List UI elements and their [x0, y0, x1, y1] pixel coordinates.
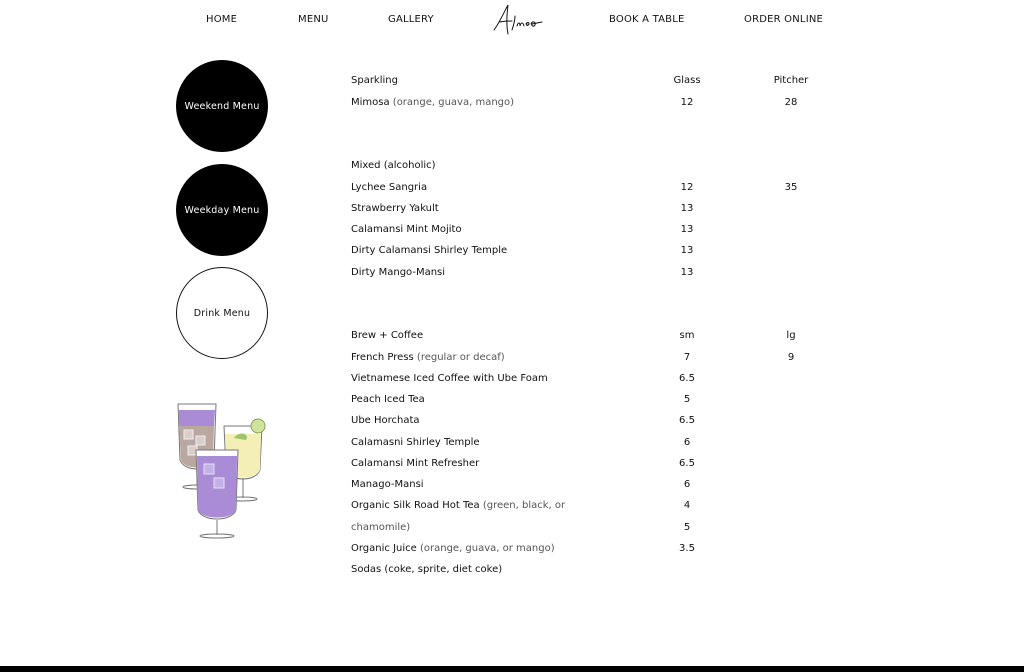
menu-item-row — [351, 352, 831, 368]
menu-item-name — [351, 352, 505, 363]
menu-item-row — [351, 479, 831, 495]
menu-item-row — [351, 224, 831, 240]
item-name: Vietnamese Iced Coffee with Ube Foam — [351, 373, 548, 384]
item-name: Strawberry Yakult — [351, 203, 439, 214]
menu-item-row — [351, 564, 831, 580]
item-name: Mimosa — [351, 97, 390, 108]
weekday-menu-label: Weekday Menu — [184, 204, 260, 216]
item-price-small: 4 — [683, 500, 691, 511]
item-desc: (regular or decaf) — [413, 352, 505, 363]
item-name: Peach Iced Tea — [351, 394, 425, 405]
item-price-glass: 13 — [680, 203, 694, 214]
column-header-large: lg — [786, 330, 796, 341]
item-price-pitcher: 28 — [784, 97, 798, 108]
item-price-glass: 13 — [680, 245, 694, 256]
item-price-small: 5 — [683, 394, 691, 405]
item-name: Sodas (coke, sprite, diet coke) — [351, 564, 503, 575]
item-price-small: 6.5 — [679, 373, 695, 384]
section-header-coffee — [351, 330, 831, 346]
item-price-small: 3.5 — [679, 543, 695, 554]
item-name: Organic Silk Road Hot Tea — [351, 500, 480, 511]
item-price-pitcher: 35 — [784, 182, 798, 193]
item-name: Dirty Calamansi Shirley Temple — [351, 245, 508, 256]
menu-item-row — [351, 458, 831, 474]
menu-item-name — [351, 522, 410, 533]
menu-item-row — [351, 373, 831, 389]
menu-item-row — [351, 203, 831, 219]
menu-item-name — [351, 97, 514, 108]
item-desc: (orange, guava, or mango) — [416, 543, 555, 554]
item-desc: (orange, guava, mango) — [389, 97, 515, 108]
weekend-menu-button[interactable] — [176, 60, 268, 152]
footer-bar — [0, 666, 1024, 672]
menu-item-row — [351, 522, 831, 538]
weekday-menu-button[interactable] — [176, 164, 268, 256]
section-title: Sparkling — [351, 75, 398, 86]
drink-menu-button[interactable] — [176, 267, 268, 359]
section-title: Mixed (alcoholic) — [351, 160, 436, 171]
item-name: Ube Horchata — [351, 415, 420, 426]
nav-book-table-link[interactable]: BOOK A TABLE — [609, 14, 685, 25]
item-price-small: 5 — [683, 522, 691, 533]
item-name: Organic Juice — [351, 543, 417, 554]
menu-item-row — [351, 543, 831, 559]
item-price-glass: 13 — [680, 224, 694, 235]
menu-item-row — [351, 394, 831, 410]
nav-home-link[interactable]: HOME — [206, 14, 238, 25]
item-name: Calamasni Shirley Temple — [351, 437, 480, 448]
column-header-glass: Glass — [673, 75, 701, 86]
item-desc: (green, black, or — [479, 500, 566, 511]
weekend-menu-label: Weekend Menu — [184, 100, 260, 112]
menu-item-name — [351, 543, 555, 554]
item-price-small: 6 — [683, 479, 691, 490]
menu-item-row — [351, 437, 831, 453]
nav-gallery-link[interactable]: GALLERY — [388, 14, 434, 25]
nav-menu-link[interactable]: MENU — [298, 14, 329, 25]
menu-item-name — [351, 500, 565, 511]
section-title: Brew + Coffee — [351, 330, 424, 341]
column-header-small: sm — [679, 330, 695, 341]
menu-item-row — [351, 500, 831, 516]
item-price-small: 6 — [683, 437, 691, 448]
item-price-large: 9 — [787, 352, 795, 363]
item-price-glass: 12 — [680, 182, 694, 193]
top-navigation — [0, 0, 1024, 42]
item-name: French Press — [351, 352, 414, 363]
column-header-pitcher: Pitcher — [773, 75, 809, 86]
menu-item-row — [351, 182, 831, 198]
menu-item-row — [351, 415, 831, 431]
item-price-glass: 12 — [680, 97, 694, 108]
item-price-small: 6.5 — [679, 458, 695, 469]
item-name: Calamansi Mint Mojito — [351, 224, 462, 235]
drink-menu-label: Drink Menu — [193, 307, 251, 319]
menu-item-row — [351, 245, 831, 261]
item-name: Dirty Mango-Mansi — [351, 267, 446, 278]
item-price-glass: 13 — [680, 267, 694, 278]
drinks-illustration-icon — [170, 400, 270, 540]
item-name: Manago-Mansi — [351, 479, 424, 490]
logo-signature[interactable] — [490, 2, 546, 38]
item-name: Calamansi Mint Refresher — [351, 458, 480, 469]
item-price-small: 7 — [683, 352, 691, 363]
section-header-sparkling — [351, 75, 831, 91]
section-header-mixed — [351, 160, 831, 176]
item-desc: chamomile) — [351, 522, 411, 533]
menu-item-row — [351, 97, 831, 113]
item-price-small: 6.5 — [679, 415, 695, 426]
nav-order-online-link[interactable]: ORDER ONLINE — [744, 14, 824, 25]
menu-item-row — [351, 267, 831, 283]
item-name: Lychee Sangria — [351, 182, 428, 193]
